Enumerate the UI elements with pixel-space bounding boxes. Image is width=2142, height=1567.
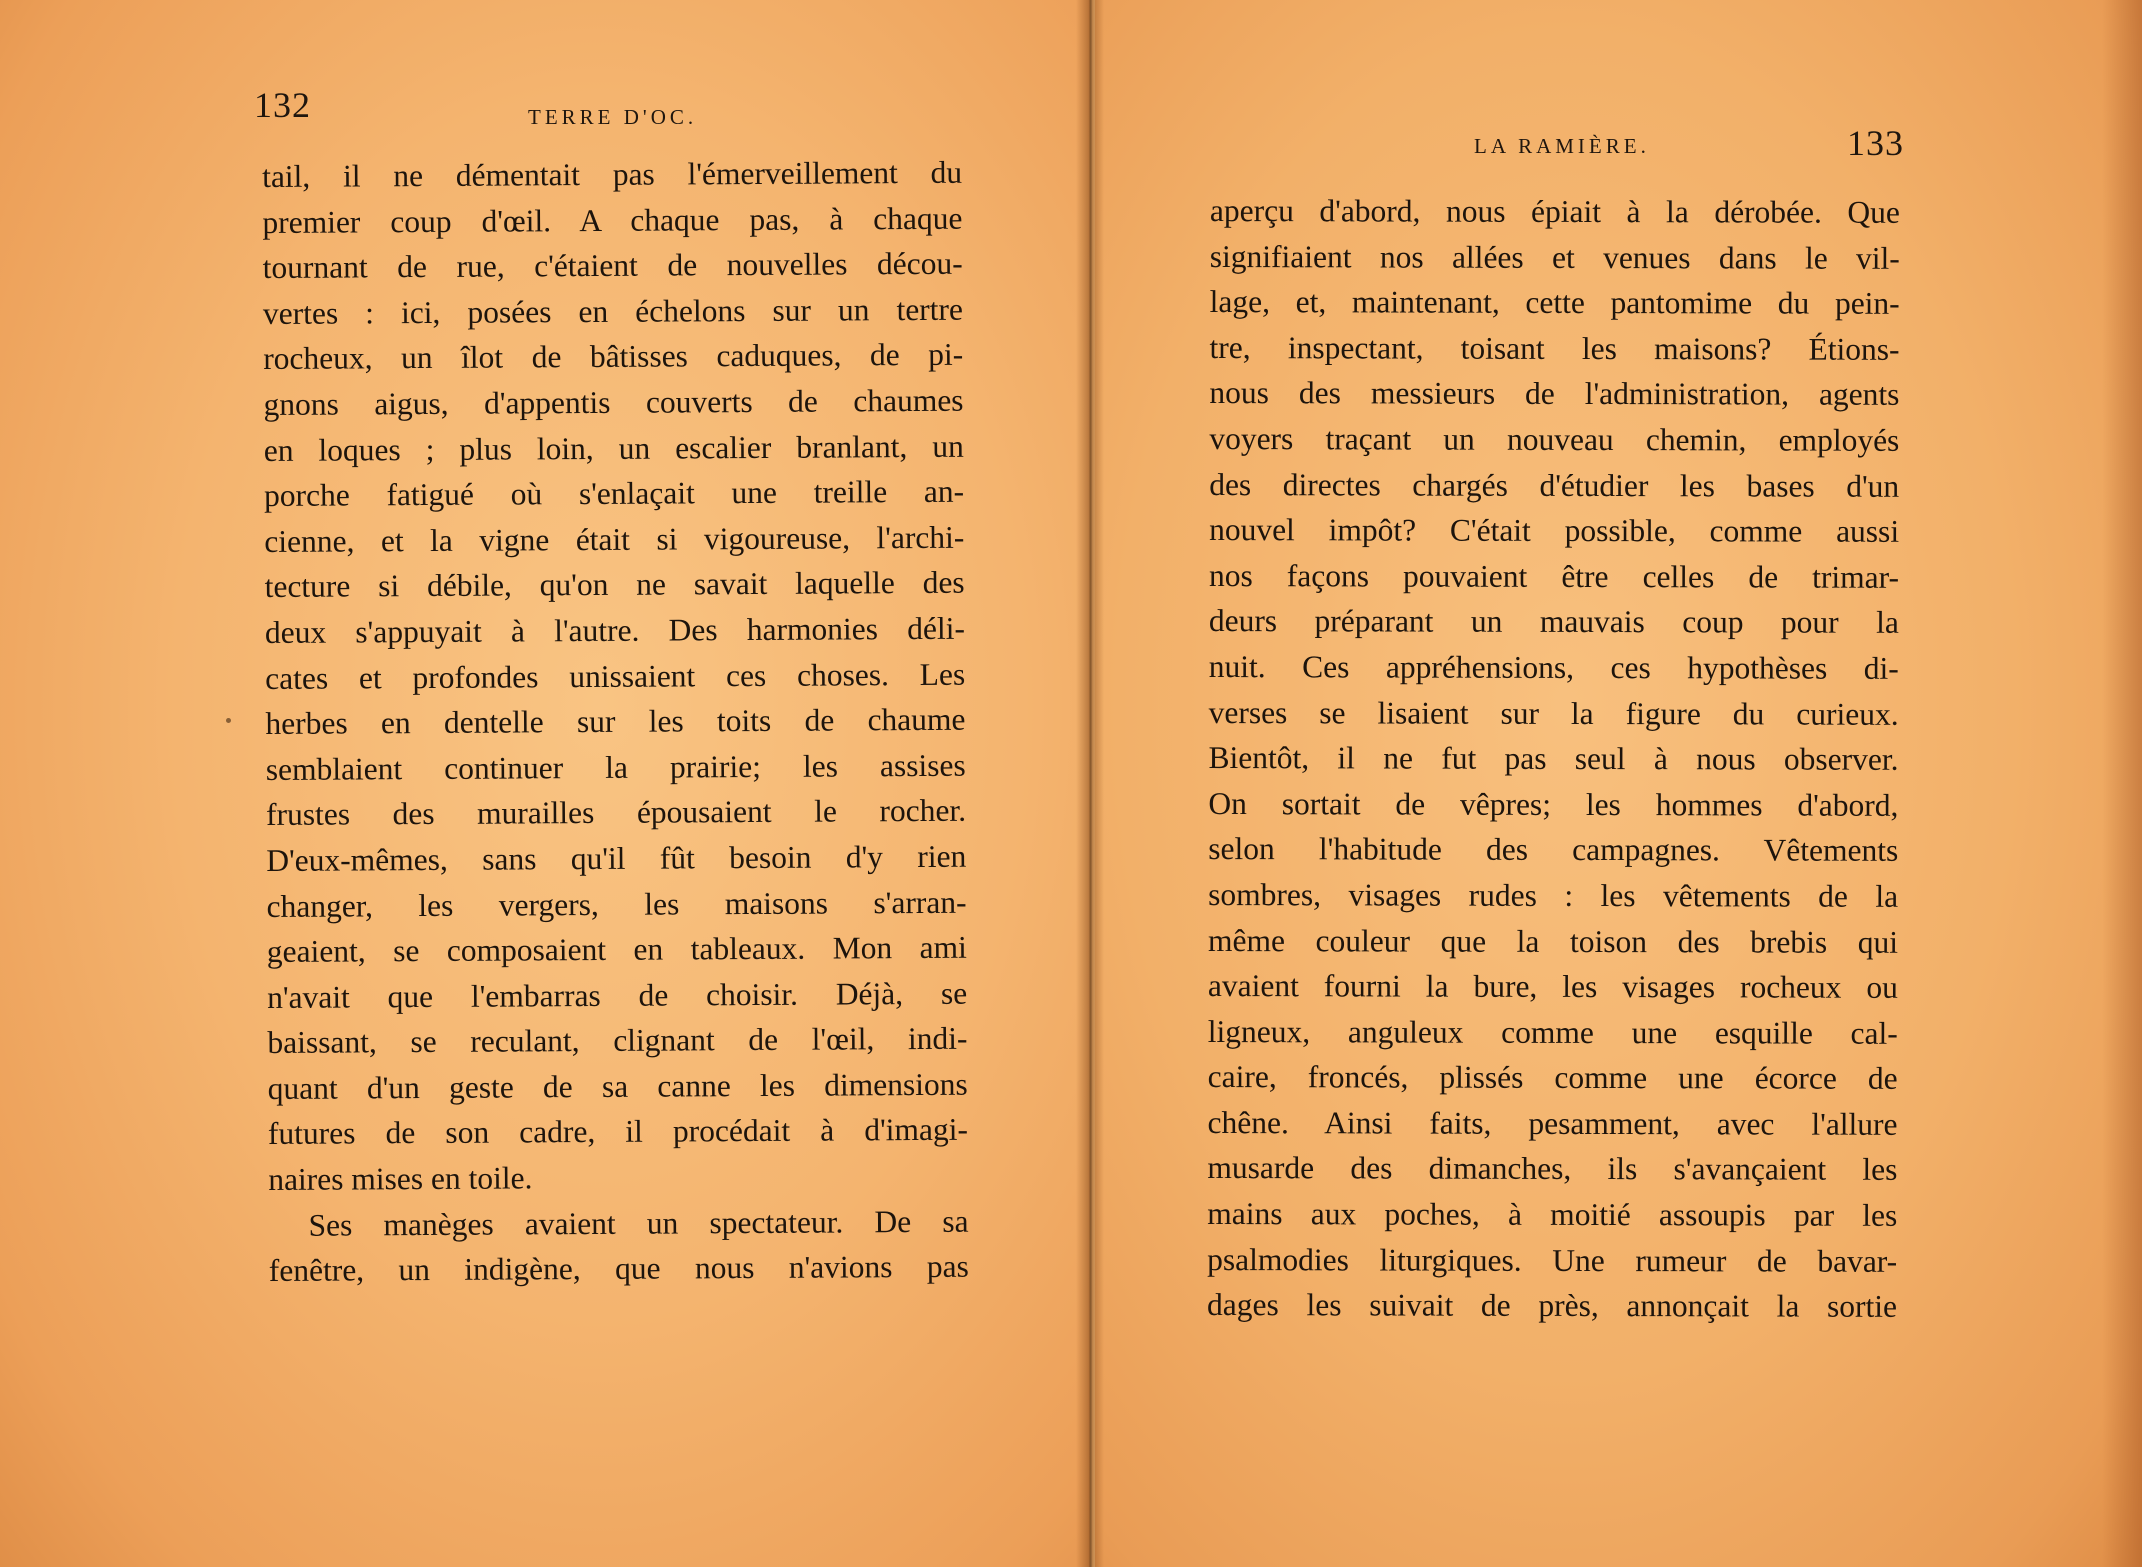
running-title: TERRE D'OC.	[528, 105, 698, 129]
text-line: deurs préparant un mauvais coup pour la	[1208, 603, 1899, 641]
text-line: lage, et, maintenant, cette pantomime du pein-	[1209, 284, 1900, 321]
text-line: rocheux, un îlot de bâtisses caduques, de pi-	[263, 337, 964, 377]
text-block	[1207, 188, 1900, 1330]
text-line: tournant de rue, c'étaient de nouvelles décou-	[262, 245, 963, 286]
text-line: n'avait que l'embarras de choisir. Déjà, se	[267, 975, 968, 1015]
text-line: tecture si débile, qu'on ne savait laquelle des	[264, 565, 965, 605]
text-line: ligneux, anguleux comme une esquille cal-	[1207, 1013, 1898, 1051]
text-line: caire, froncés, plissés comme une écorce de	[1207, 1059, 1898, 1097]
text-line: naires mises en toile.	[268, 1160, 533, 1198]
text-line: même couleur que la toison des brebis qui	[1207, 922, 1899, 960]
text-line: tail, il ne démentait pas l'émerveillement du	[262, 154, 963, 194]
text-line: dages les suivait de près, annonçait la sortie	[1207, 1287, 1898, 1325]
book-gutter	[1076, 0, 1104, 1567]
text-line: On sortait de vêpres; les hommes d'abord,	[1208, 785, 1899, 823]
text-line: quant d'un geste de sa canne les dimensions	[267, 1066, 968, 1106]
text-line: cates et profondes unissaient ces choses. Les	[265, 656, 966, 696]
text-line: psalmodies liturgiques. Une rumeur de bavar-	[1207, 1241, 1898, 1279]
paper-speck	[226, 718, 231, 723]
text-line: gnons aigus, d'appentis couverts de chaumes	[263, 382, 964, 422]
text-line: premier coup d'œil. A chaque pas, à chaque	[262, 200, 963, 240]
text-line: D'eux-mêmes, sans qu'il fût besoin d'y rien	[266, 838, 967, 878]
text-line: musarde des dimanches, ils s'avançaient les	[1207, 1150, 1898, 1188]
text-line: Ses manèges avaient un spectateur. De sa	[308, 1203, 969, 1243]
page-number: 132	[254, 85, 311, 125]
text-line: geaient, se composaient en tableaux. Mon ami	[266, 929, 967, 970]
text-line: nuit. Ces appréhensions, ces hypothèses di-	[1208, 648, 1899, 686]
text-line: nos façons pouvaient être celles de trimar-	[1208, 557, 1900, 595]
text-line: nouvel impôt? C'était possible, comme aussi	[1209, 512, 1900, 549]
text-line: cienne, et la vigne était si vigoureuse, l'archi-	[264, 519, 965, 559]
text-line: chêne. Ainsi faits, pesamment, avec l'allure	[1207, 1104, 1898, 1142]
text-line: frustes des murailles épousaient le rocher.	[265, 793, 967, 833]
text-line: semblaient continuer la prairie; les assises	[265, 747, 966, 787]
text-line: avaient fourni la bure, les visages rocheux ou	[1207, 968, 1898, 1005]
text-line: aperçu d'abord, nous épiait à la dérobée. Que	[1209, 192, 1900, 230]
text-line: vertes : ici, posées en échelons sur un tertre	[262, 291, 964, 331]
text-line: tre, inspectant, toisant les maisons? Étions-	[1209, 329, 1900, 367]
running-title: LA RAMIÈRE.	[1474, 134, 1650, 158]
text-line: deux s'appuyait à l'autre. Des harmonies déli-	[264, 610, 966, 650]
text-line: mains aux poches, à moitié assoupis par les	[1207, 1196, 1898, 1233]
text-line: futures de son cadre, il procédait à d'imagi-	[267, 1112, 969, 1152]
text-line: baissant, se reculant, clignant de l'œil, indi-	[267, 1020, 968, 1061]
page-edge-shadow	[2102, 0, 2142, 1567]
text-line: voyers traçant un nouveau chemin, employés	[1209, 420, 1900, 458]
text-line: Bientôt, il ne fut pas seul à nous observer.	[1208, 740, 1899, 777]
text-line: porche fatigué où s'enlaçait une treille an-	[263, 473, 965, 514]
text-line: verses se lisaient sur la figure du curieux.	[1208, 694, 1899, 732]
text-line: nous des messieurs de l'administration, agents	[1209, 375, 1900, 413]
text-line: signifiaient nos allées et venues dans le vil-	[1209, 238, 1900, 276]
text-line: en loques ; plus loin, un escalier branlant, un	[263, 428, 964, 468]
text-line: des directes chargés d'étudier les bases d'un	[1209, 466, 1900, 504]
text-line: changer, les vergers, les maisons s'arran-	[266, 884, 967, 924]
text-line: herbes en dentelle sur les toits de chaume	[265, 701, 966, 742]
text-block	[262, 150, 969, 1294]
text-line: selon l'habitude des campagnes. Vêtements	[1208, 831, 1899, 869]
text-line: fenêtre, un indigène, que nous n'avions pas	[268, 1248, 969, 1289]
text-line: sombres, visages rudes : les vêtements de la	[1208, 876, 1899, 914]
page-number: 133	[1847, 123, 1904, 163]
